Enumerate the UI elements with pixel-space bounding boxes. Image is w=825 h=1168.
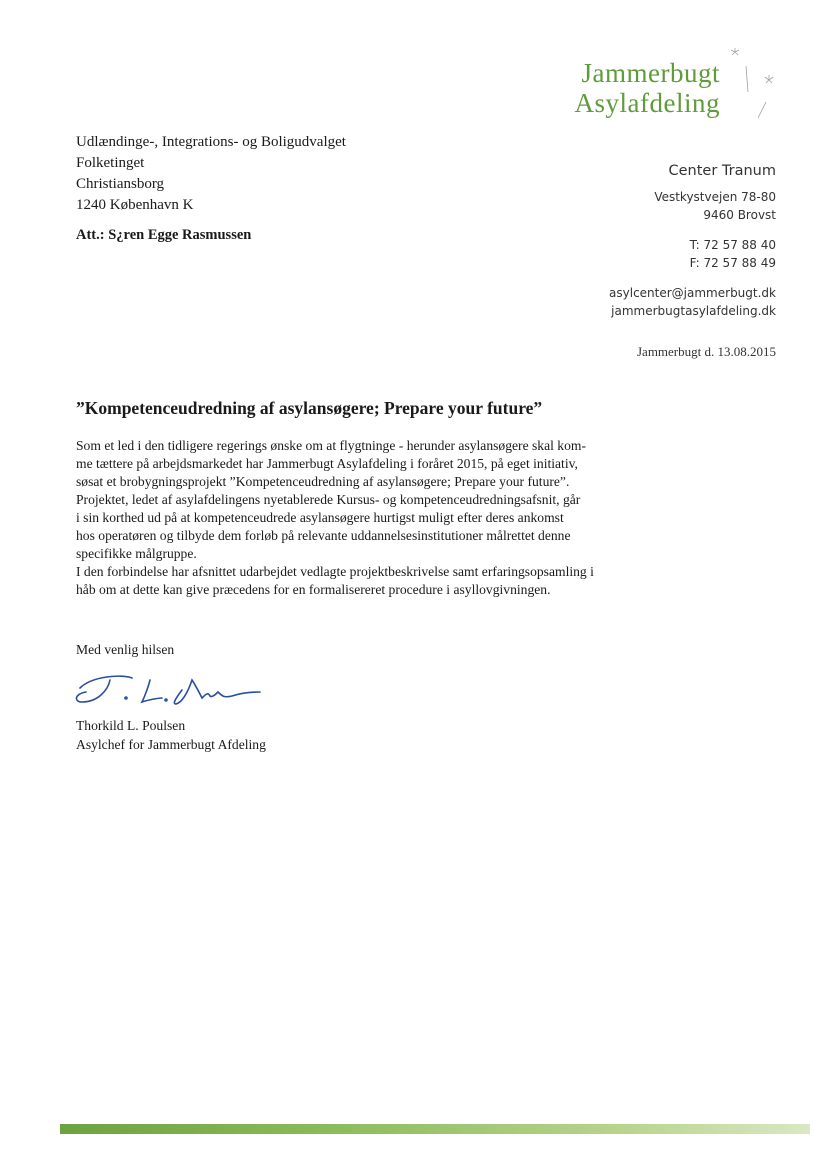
body-line: me tættere på arbejdsmarkedet har Jammerbugt Asylafdeling i foråret 2015, på eget initiativ, <box>76 456 578 471</box>
signer-role: Asylchef for Jammerbugt Afdeling <box>76 737 266 752</box>
sender-street: Vestkystvejen 78-80 <box>654 190 776 204</box>
closing-salutation: Med venlig hilsen <box>76 642 175 657</box>
signer-name: Thorkild L. Poulsen <box>76 718 186 733</box>
sender-phone: T: 72 57 88 40 <box>689 238 776 252</box>
sender-email: asylcenter@jammerbugt.dk <box>609 286 776 300</box>
body-line: specifikke målgruppe. <box>76 546 197 561</box>
body-line: hos operatøren og tilbyde dem forløb på relevante uddannelsesinstitutioner målrettet denne <box>76 528 571 543</box>
dandelion-icon <box>728 48 788 120</box>
body-line: Projektet, ledet af asylafdelingens nyetablerede Kursus- og kompetenceudredningsafsnit, går <box>76 492 581 507</box>
body-line: søsat et brobygningsprojekt ”Kompetenceudredning af asylansøgere; Prepare your future”. <box>76 474 570 489</box>
sender-center-name: Center Tranum <box>668 163 776 179</box>
recipient-line: Udlændinge-, Integrations- og Boligudvalget <box>76 134 346 150</box>
logo-line-1: Jammerbugt <box>581 58 720 88</box>
letter-body <box>76 437 676 599</box>
handwritten-signature <box>72 668 262 712</box>
recipient-line: Folketinget <box>76 155 145 171</box>
letter-date: Jammerbugt d. 13.08.2015 <box>636 344 776 359</box>
logo <box>540 58 720 118</box>
recipient-address <box>76 132 346 216</box>
body-line: håb om at dette kan give præcedens for en formalisereret procedure i asyllovgivningen. <box>76 582 551 597</box>
recipient-line: Christiansborg <box>76 176 165 192</box>
recipient-line: 1240 København K <box>76 197 194 213</box>
footer-bar <box>60 1124 810 1134</box>
letter-title: ”Kompetenceudredning af asylansøgere; Prepare your future” <box>76 398 543 418</box>
sender-city: 9460 Brovst <box>703 208 776 222</box>
sender-web: jammerbugtasylafdeling.dk <box>611 304 776 318</box>
body-line: Som et led i den tidligere regerings ønske om at flygtninge - herunder asylansøgere skal kom- <box>76 438 587 453</box>
signer-block <box>76 716 266 754</box>
body-line: I den forbindelse har afsnittet udarbejdet vedlagte projektbeskrivelse samt erfaringsopsamling i <box>76 564 594 579</box>
sender-block <box>536 161 776 320</box>
attention-line: Att.: S¿ren Egge Rasmussen <box>76 227 252 243</box>
body-line: i sin korthed ud på at kompetenceudrede asylansøgere hurtigst muligt efter deres ankomst <box>76 510 564 525</box>
logo-line-2: Asylafdeling <box>574 88 720 118</box>
sender-fax: F: 72 57 88 49 <box>689 256 776 270</box>
